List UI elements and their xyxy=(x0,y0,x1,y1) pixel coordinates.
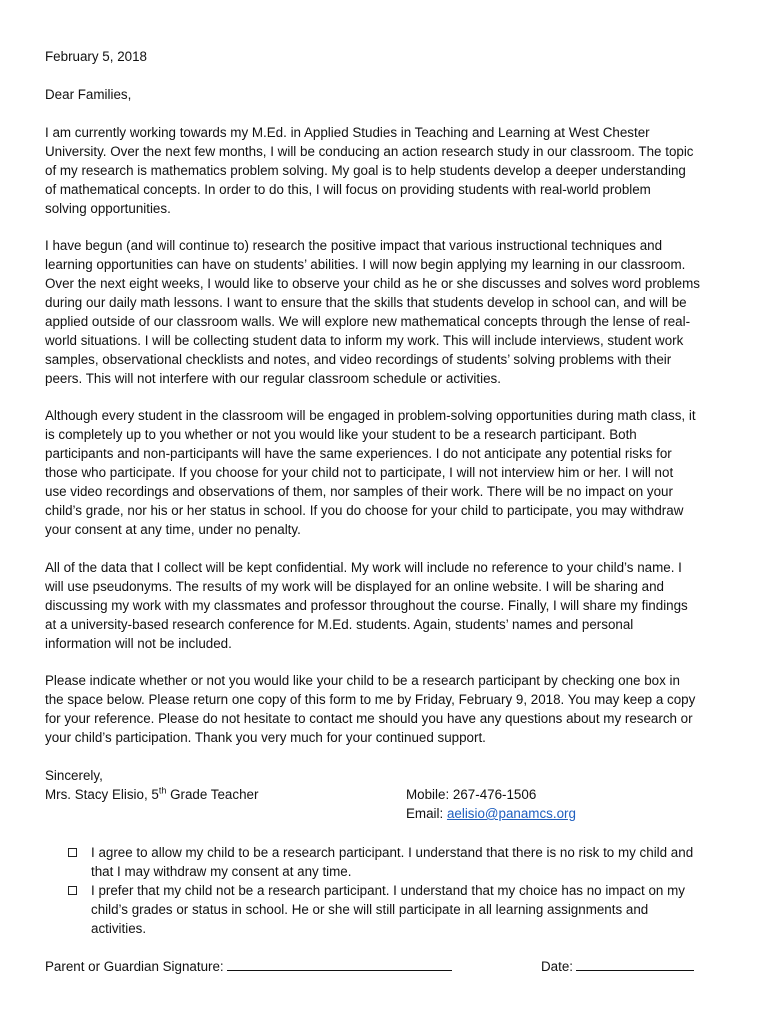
email-line: Email: aelisio@panamcs.org xyxy=(406,806,576,821)
closing: Sincerely, xyxy=(45,768,103,783)
paragraph-research xyxy=(45,236,725,388)
date-label: Date: xyxy=(541,959,574,974)
text-line: peers. This will not interfere with our regular classroom schedule or activities. xyxy=(45,371,501,386)
salutation: Dear Families, xyxy=(45,87,132,102)
date-line[interactable] xyxy=(576,957,694,971)
text-line: information will not be included. xyxy=(45,636,232,651)
text-line: those who participate. If you choose for your child not to participate, I will not interview him or her. I will not xyxy=(45,465,674,480)
text-line: of my research is mathematics problem solving. My goal is to help students develop a deeper understanding xyxy=(45,163,686,178)
parent-signature-label: Parent or Guardian Signature: xyxy=(45,959,224,974)
text-line: for your reference. Please do not hesitate to contact me should you have any questions about my research or xyxy=(45,711,693,726)
text-line: learning opportunities can have on students’ abilities. I will now begin applying my learning in our classroom. xyxy=(45,257,686,272)
agree-option-text: I agree to allow my child to be a research participant. I understand that there is no risk to my child and that I may withdraw my consent at any time. xyxy=(91,845,694,879)
text-line: use video recordings and observations of them, nor samples of their work. There will be no impact on your xyxy=(45,484,673,499)
text-line: will use pseudonyms. The results of my work will be displayed for an online website. I will be sharing and xyxy=(45,579,664,594)
text-line: participants and non-participants will have the same experiences. I do not anticipate any potential risks for xyxy=(45,446,672,461)
date-field xyxy=(541,957,694,976)
text-line: your child’s participation. Thank you very much for your continued support. xyxy=(45,730,486,745)
parent-signature-line[interactable] xyxy=(227,957,452,971)
signer-name: Mrs. Stacy Elisio, 5th Grade Teacher xyxy=(45,785,259,802)
email-link[interactable]: aelisio@panamcs.org xyxy=(446,806,576,821)
agree-checkbox[interactable] xyxy=(68,848,77,857)
decline-checkbox[interactable] xyxy=(68,886,77,895)
text-line: All of the data that I collect will be kept confidential. My work will include no reference to your child’s name. I xyxy=(45,560,682,575)
text-line: solving opportunities. xyxy=(45,201,171,216)
paragraph-intro xyxy=(45,123,725,218)
paragraph-confidentiality xyxy=(45,558,725,653)
text-line: your consent at any time, under no penalty. xyxy=(45,522,301,537)
text-line: Please indicate whether or not you would like your child to be a research participant by checking one box in xyxy=(45,673,680,688)
mobile-number: Mobile: 267-476-1506 xyxy=(406,787,537,802)
text-line: of mathematical concepts. In order to do this, I will focus on providing students with real-world problem xyxy=(45,182,651,197)
text-line: I have begun (and will continue to) research the positive impact that various instructional techniques and xyxy=(45,238,663,253)
text-line: Over the next eight weeks, I would like to observe your child as he or she discusses and solves word problems xyxy=(45,276,700,291)
text-line: at a university-based research conference for M.Ed. students. Again, students’ names and personal xyxy=(45,617,634,632)
parent-signature-field xyxy=(45,957,452,976)
letter-date: February 5, 2018 xyxy=(45,49,147,64)
text-line: the space below. Please return one copy of this form to me by Friday, February 9, 2018. You may keep a copy xyxy=(45,692,696,707)
paragraph-instructions xyxy=(45,671,725,747)
text-line: discussing my work with my classmates and professor throughout the course. Finally, I will share my findings xyxy=(45,598,688,613)
text-line: applied outside of our classroom walls. We will explore new mathematical concepts through the lense of real- xyxy=(45,314,691,329)
paragraph-participation xyxy=(45,406,725,539)
text-line: Although every student in the classroom will be engaged in problem-solving opportunities during math class, it xyxy=(45,408,696,423)
text-line: child’s grade, nor his or her status in school. If you do choose for your child to participate, you may withdraw xyxy=(45,503,684,518)
text-line: University. Over the next few months, I will be conducing an action research study in our classroom. The topic xyxy=(45,144,694,159)
text-line: world situations. I will be collecting student data to inform my work. This will include interviews, student work xyxy=(45,333,684,348)
text-line: samples, observational checklists and notes, and video recordings of students’ solving problems with their xyxy=(45,352,672,367)
text-line: during our daily math lessons. I want to ensure that the skills that students develop in school can, and will be xyxy=(45,295,687,310)
text-line: I am currently working towards my M.Ed. in Applied Studies in Teaching and Learning at West Chester xyxy=(45,125,650,140)
text-line: is completely up to you whether or not you would like your student to be a research participant. Both xyxy=(45,427,637,442)
decline-option-text: I prefer that my child not be a research participant. I understand that my choice has no impact on my child’s grades or status in school. He or she will still participate in all learning assignments and activities. xyxy=(91,883,685,936)
